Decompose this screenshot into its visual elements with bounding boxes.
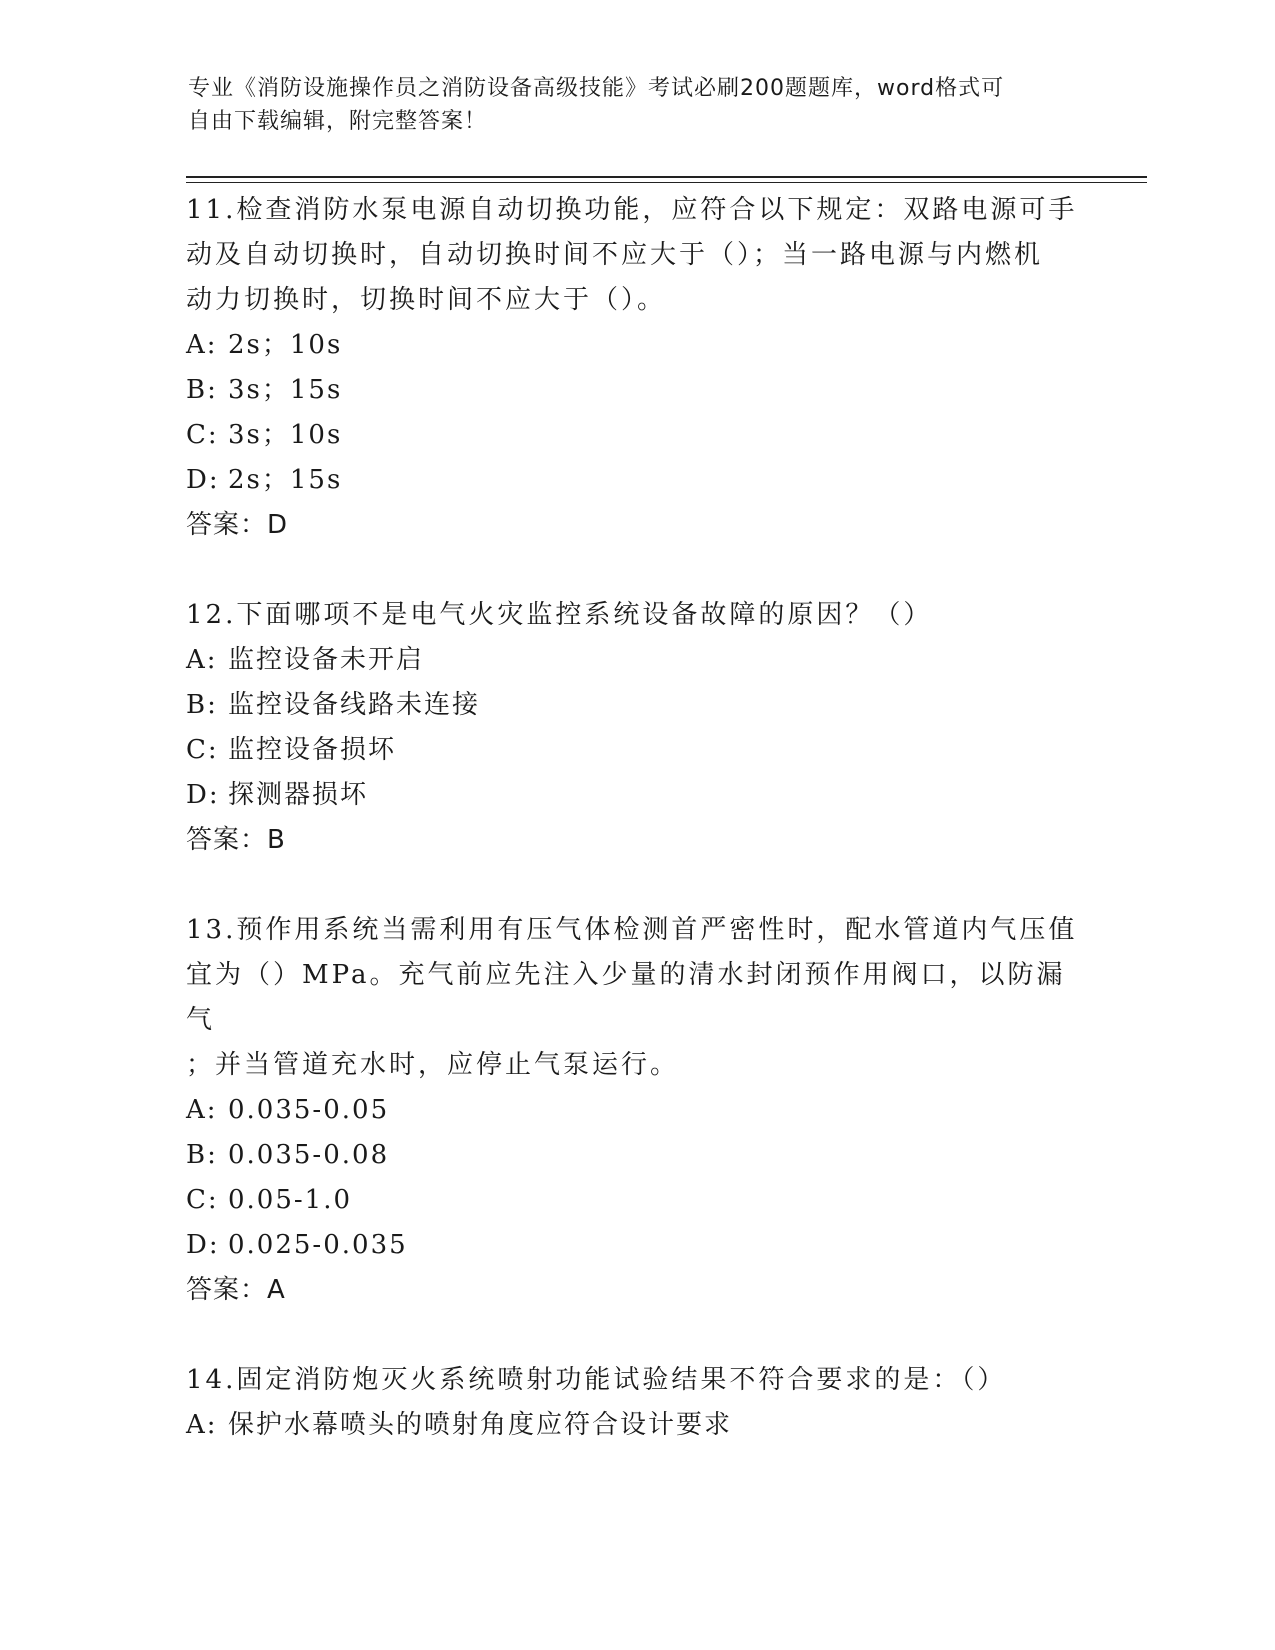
answer-line: 答案：B <box>186 825 286 855</box>
question-stem <box>186 1358 1086 1403</box>
option-d <box>186 1223 1086 1268</box>
option-letter: B: <box>186 1140 218 1170</box>
option-text: 保护水幕喷头的喷射角度应符合设计要求 <box>228 1410 733 1440</box>
option-text: 监控设备未开启 <box>228 645 425 675</box>
header-line-2: 自由下载编辑，附完整答案！ <box>188 109 488 134</box>
option-text: 0.035-0.08 <box>228 1140 390 1170</box>
stem-line: 宜为（）MPa。充气前应先注入少量的清水封闭预作用阀口，以防漏气 <box>186 960 1066 1035</box>
answer-line: 答案：D <box>186 510 289 540</box>
option-letter: D: <box>186 465 220 495</box>
header-line-1: 专业《消防设施操作员之消防设备高级技能》考试必刷200题题库，word格式可 <box>188 76 1005 101</box>
option-letter: B: <box>186 375 218 405</box>
option-b <box>186 1133 1086 1178</box>
option-text: 3s；15s <box>228 375 343 405</box>
option-text: 2s；15s <box>228 465 343 495</box>
question-14 <box>186 1358 1086 1448</box>
answer-line: 答案：A <box>186 1275 286 1305</box>
header-rule-thin <box>186 182 1147 183</box>
stem-line: 动力切换时，切换时间不应大于（）。 <box>186 285 667 315</box>
question-13 <box>186 908 1086 1313</box>
stem-line: 11.检查消防水泵电源自动切换功能，应符合以下规定：双路电源可手 <box>186 195 1078 225</box>
option-a <box>186 638 1086 683</box>
option-letter: A: <box>186 645 218 675</box>
stem-line: 动及自动切换时，自动切换时间不应大于（）；当一路电源与内燃机 <box>186 240 1044 270</box>
question-spacer <box>186 863 1086 908</box>
option-letter: A: <box>186 1095 218 1125</box>
option-letter: A: <box>186 330 218 360</box>
option-letter: D: <box>186 780 220 810</box>
stem-line: ；并当管道充水时，应停止气泵运行。 <box>186 1050 680 1080</box>
option-letter: A: <box>186 1410 218 1440</box>
option-b <box>186 368 1086 413</box>
option-text: 0.05-1.0 <box>228 1185 353 1215</box>
option-text: 监控设备线路未连接 <box>228 690 481 720</box>
stem-line: 12.下面哪项不是电气火灾监控系统设备故障的原因？（） <box>186 600 933 630</box>
option-text: 0.035-0.05 <box>228 1095 390 1125</box>
option-d <box>186 773 1086 818</box>
option-a <box>186 323 1086 368</box>
document-header <box>188 72 1088 138</box>
question-spacer <box>186 1313 1086 1358</box>
option-text: 2s；10s <box>228 330 343 360</box>
option-c <box>186 1178 1086 1223</box>
option-letter: C: <box>186 735 219 765</box>
stem-line: 14.固定消防炮灭火系统喷射功能试验结果不符合要求的是：（） <box>186 1365 1007 1395</box>
question-stem <box>186 593 1086 638</box>
option-text: 探测器损坏 <box>228 780 369 810</box>
option-a <box>186 1403 1086 1448</box>
option-text: 3s；10s <box>228 420 343 450</box>
option-text: 0.025-0.035 <box>228 1230 408 1260</box>
option-letter: D: <box>186 1230 220 1260</box>
question-11 <box>186 188 1086 548</box>
question-stem <box>186 188 1086 323</box>
option-letter: C: <box>186 1185 219 1215</box>
option-a <box>186 1088 1086 1133</box>
question-spacer <box>186 548 1086 593</box>
option-d <box>186 458 1086 503</box>
option-c <box>186 413 1086 458</box>
option-text: 监控设备损坏 <box>228 735 397 765</box>
option-c <box>186 728 1086 773</box>
header-rule-thick <box>186 176 1147 178</box>
question-stem <box>186 908 1086 1088</box>
question-list <box>186 188 1086 1448</box>
question-12 <box>186 593 1086 863</box>
option-b <box>186 683 1086 728</box>
option-letter: C: <box>186 420 219 450</box>
option-letter: B: <box>186 690 218 720</box>
stem-line: 13.预作用系统当需利用有压气体检测首严密性时，配水管道内气压值 <box>186 915 1078 945</box>
